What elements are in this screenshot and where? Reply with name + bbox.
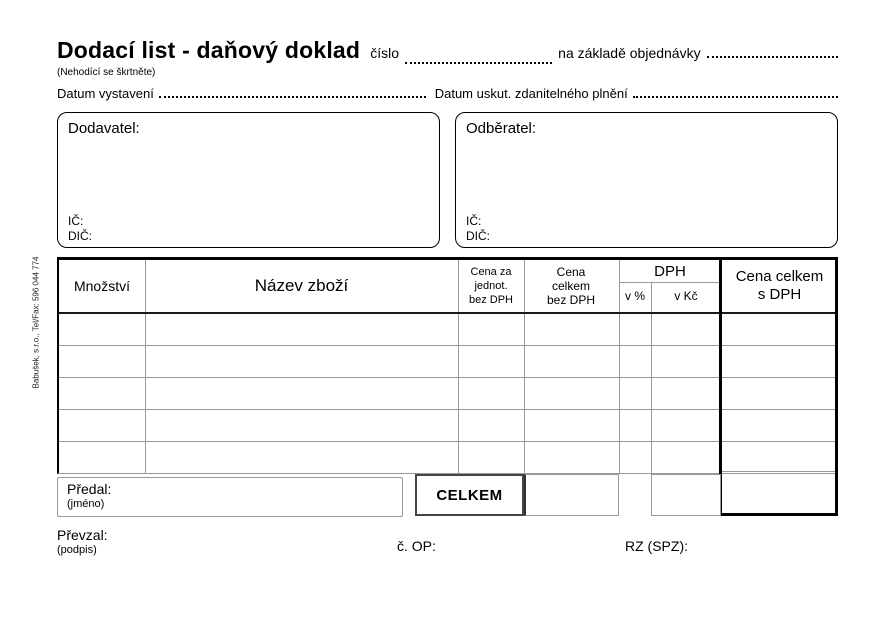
received-label: Převzal: <box>57 527 108 543</box>
supplier-ic-label: IČ: <box>68 214 84 228</box>
customer-box <box>455 112 838 248</box>
date-issued-fill-in-line <box>159 96 426 98</box>
handed-over-label: Předal: <box>67 481 112 497</box>
supplier-ids <box>68 214 92 244</box>
grid-hline <box>722 471 835 472</box>
col-header-vat-percent: v % <box>624 289 645 303</box>
received-block <box>57 527 108 557</box>
handed-over-note: (jméno) <box>67 498 105 510</box>
printer-side-note: Babušek, s.r.o., Tel/Fax: 596 044 774 <box>31 256 41 389</box>
date-row <box>57 86 838 101</box>
number-fill-in-line <box>405 62 552 64</box>
col-header-vat: DPH <box>654 263 686 280</box>
col-header-item-name: Název zboží <box>254 276 349 295</box>
col-header-unit-price: Cena za jednot. bez DPH <box>468 266 514 306</box>
supplier-label: Dodavatel: <box>68 120 140 137</box>
received-note: (podpis) <box>57 544 97 556</box>
date-issued-label: Datum vystavení <box>57 86 154 101</box>
supplier-dic-label: DIČ: <box>68 229 92 243</box>
title-row <box>57 36 838 64</box>
order-fill-in-line <box>707 56 838 58</box>
total-ex-vat-cell <box>524 474 619 516</box>
col-header-quantity: Množství <box>73 278 130 294</box>
strike-note: (Nehodící se škrtněte) <box>57 67 156 78</box>
date-taxable-label: Datum uskut. zdanitelného plnění <box>434 86 628 101</box>
id-card-label: č. OP: <box>397 538 436 554</box>
order-label: na základě objednávky <box>558 45 701 61</box>
total-inc-vat-column-frame <box>719 257 838 516</box>
customer-dic-label: DIČ: <box>466 229 490 243</box>
col-header-total-inc-vat: Cena celkem s DPH <box>735 268 824 303</box>
customer-label: Odběratel: <box>466 120 537 137</box>
total-row-label: CELKEM <box>415 474 524 516</box>
col-header-vat-czk: v Kč <box>674 289 698 303</box>
customer-ic-label: IČ: <box>466 214 482 228</box>
col-header-total-ex-vat: Cena celkem bez DPH <box>546 265 596 307</box>
customer-ids <box>466 214 490 244</box>
total-vat-czk-cell <box>651 474 721 516</box>
vehicle-plate-label: RZ (SPZ): <box>625 538 688 554</box>
number-label: číslo <box>370 45 399 61</box>
handed-over-box <box>57 477 403 517</box>
date-taxable-fill-in-line <box>633 96 838 98</box>
page-title: Dodací list - daňový doklad <box>57 37 361 63</box>
supplier-box <box>57 112 440 248</box>
